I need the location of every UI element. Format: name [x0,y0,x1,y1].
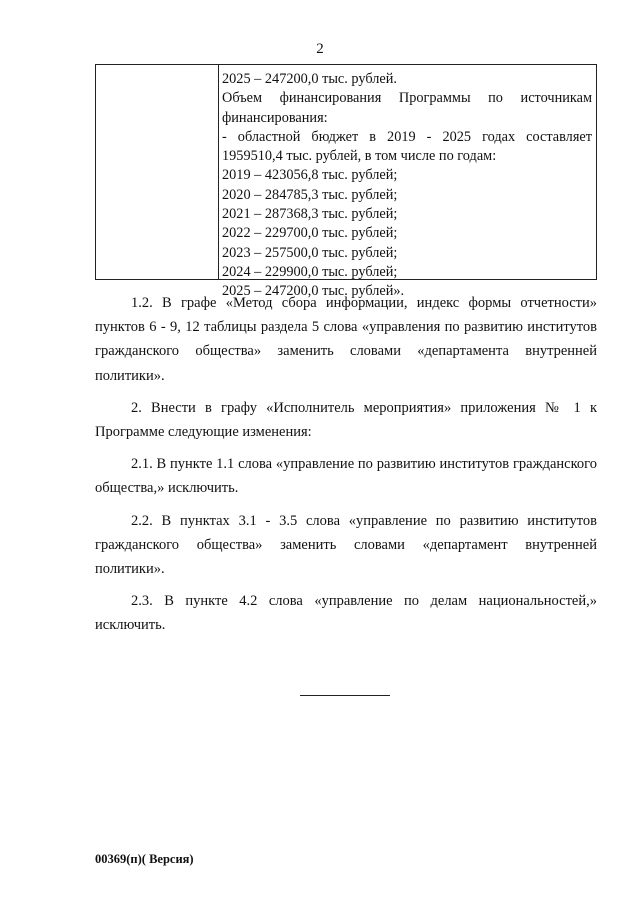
document-body [95,291,597,646]
closing-divider-line [300,695,390,696]
table-column-divider [218,65,219,279]
table-line: 2020 – 284785,3 тыс. рублей; [222,186,398,203]
document-code: 00369(п)( Версия) [95,852,194,866]
paragraph: 2.2. В пунктах 3.1 - 3.5 слова «управление по развитию институтов гражданского общества» заменить словами «департамент внутренней политики». [95,512,597,578]
table-line: 1959510,4 тыс. рублей, в том числе по годам: [222,148,497,165]
table-line: 2025 – 247200,0 тыс. рублей». [222,283,405,300]
page-number: 2 [316,41,324,57]
table-line: 2024 – 229900,0 тыс. рублей; [222,263,398,280]
paragraph: 2. Внести в графу «Исполнитель мероприятия» приложения № 1 к Программе следующие изменения: [95,399,597,441]
table-line: - областной бюджет в 2019 - 2025 годах составляет [222,128,592,145]
table-line: 2025 – 247200,0 тыс. рублей. [222,71,397,87]
financing-table [95,64,597,300]
table-line: 2023 – 257500,0 тыс. рублей; [222,244,398,261]
table-line: 2019 – 423056,8 тыс. рублей; [222,167,398,184]
table-line: 2021 – 287368,3 тыс. рублей; [222,206,398,223]
paragraph: 2.1. В пункте 1.1 слова «управление по развитию институтов гражданского общества,» исключить. [95,456,597,497]
table-line: 2022 – 229700,0 тыс. рублей; [222,225,398,242]
paragraph: 2.3. В пункте 4.2 слова «управление по делам национальностей,» исключить. [95,593,597,634]
financing-cell [222,70,592,302]
paragraph: 1.2. В графе «Метод сбора информации, индекс формы отчетности» пунктов 6 - 9, 12 таблицы раздела 5 слова «управления по развитию институтов гражданского общества» заменить словами «департамента внутренней политики». [95,295,597,384]
table-line: Объем финансирования Программы по источникам [222,90,592,107]
table-line: финансирования: [222,109,328,126]
